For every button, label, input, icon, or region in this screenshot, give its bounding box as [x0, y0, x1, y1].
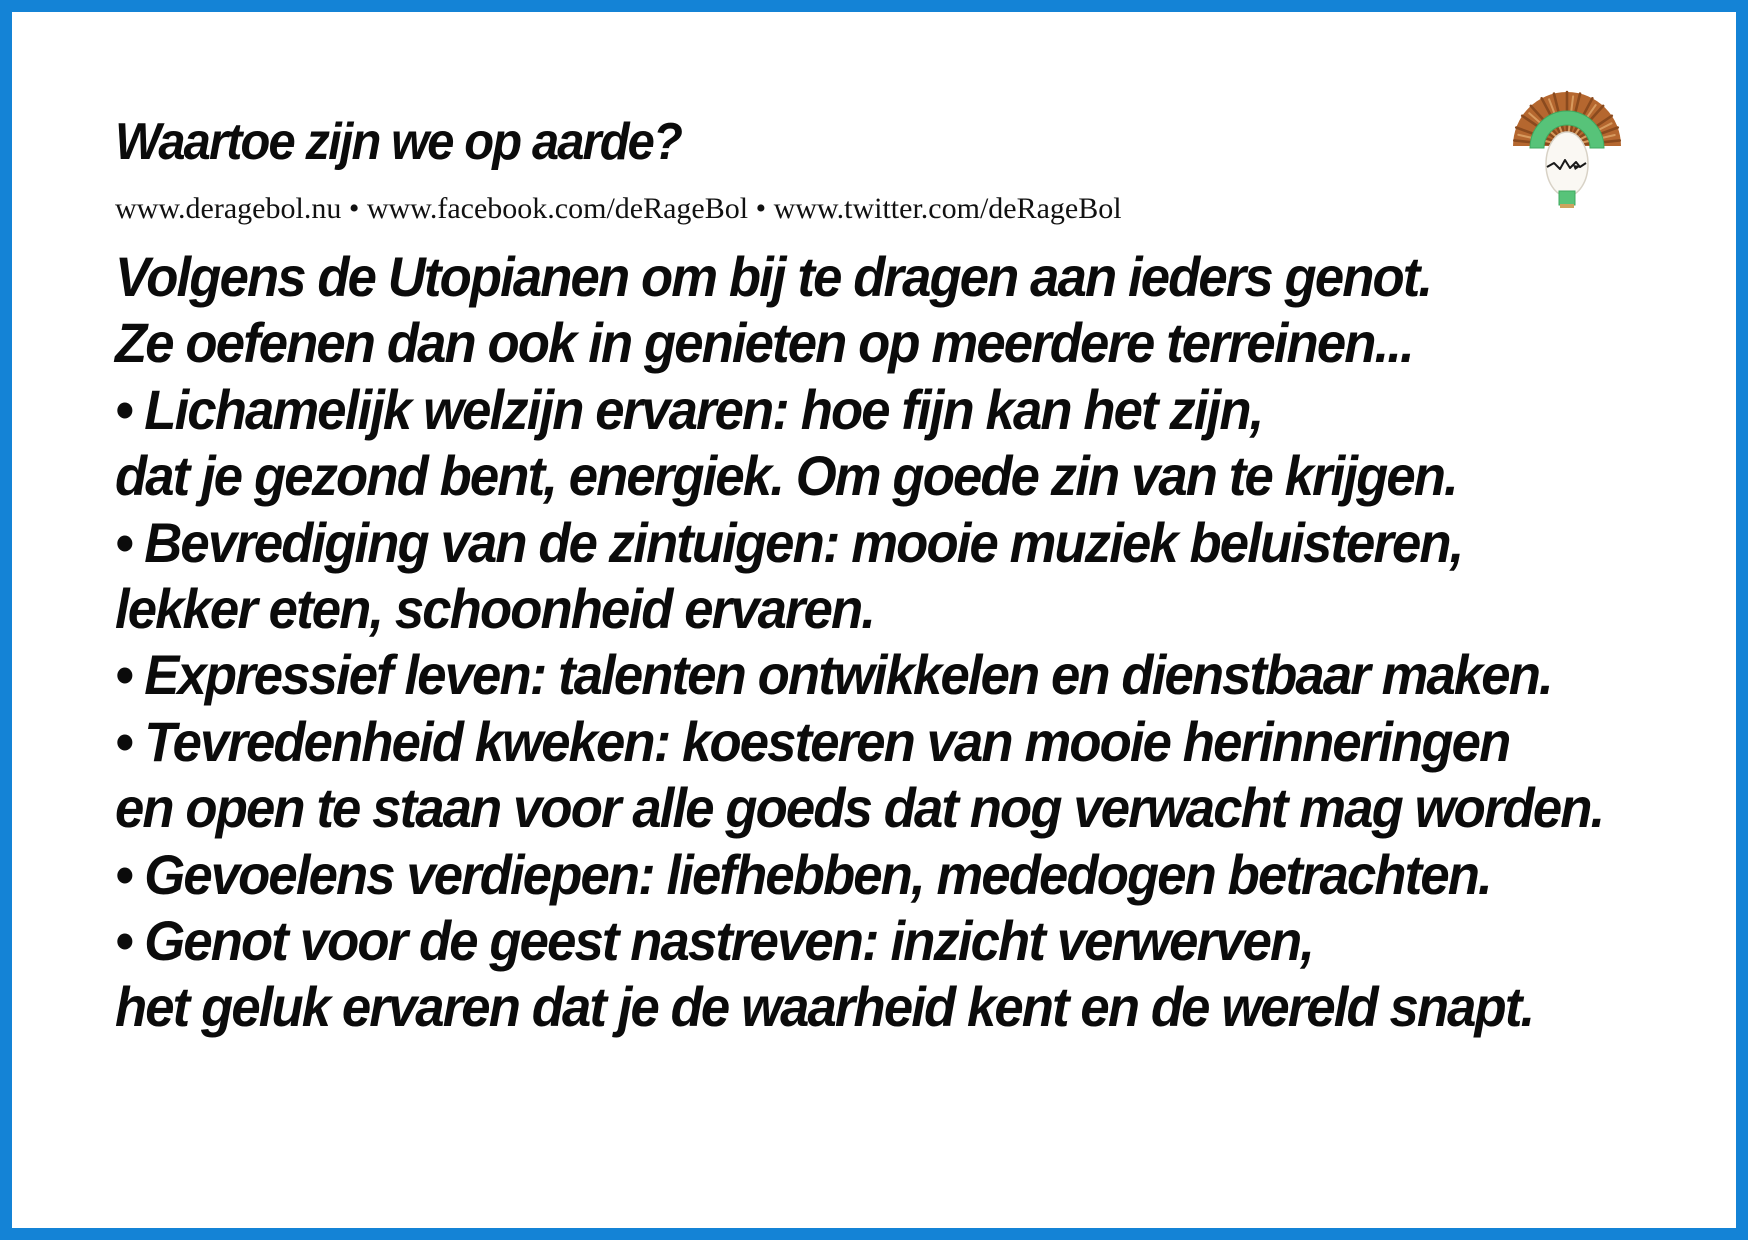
body-line: Volgens de Utopianen om bij te dragen aan ieders genot. [115, 245, 1432, 308]
body-line: en open te staan voor alle goeds dat nog verwacht mag worden. [115, 776, 1604, 840]
body-line: • Tevredenheid kweken: koesteren van mooie herinneringen [115, 709, 1510, 773]
body-line: lekker eten, schoonheid ervaren. [115, 577, 875, 641]
body-line: • Gevoelens verdiepen: liefhebben, mededogen betrachten. [115, 842, 1491, 906]
body-line: het geluk ervaren dat je de waarheid kent en de wereld snapt. [115, 975, 1534, 1039]
body-line: • Genot voor de geest nastreven: inzicht verwerven, [115, 909, 1314, 973]
body-line: dat je gezond bent, energiek. Om goede zin van te krijgen. [115, 444, 1457, 508]
body-line: • Lichamelijk welzijn ervaren: hoe fijn kan het zijn, [115, 377, 1263, 441]
body-line: Ze oefenen dan ook in genieten op meerdere terreinen... [115, 311, 1413, 375]
website-links: www.deragebol.nu • www.facebook.com/deRageBol • www.twitter.com/deRageBol [115, 192, 1122, 225]
ragebol-logo-icon [1510, 72, 1624, 210]
page-title: Waartoe zijn we op aarde? [115, 113, 681, 171]
body-text [115, 244, 1603, 1041]
body-line: • Bevrediging van de zintuigen: mooie muziek beluisteren, [115, 510, 1463, 574]
body-line: • Expressief leven: talenten ontwikkelen en dienstbaar maken. [115, 643, 1552, 707]
